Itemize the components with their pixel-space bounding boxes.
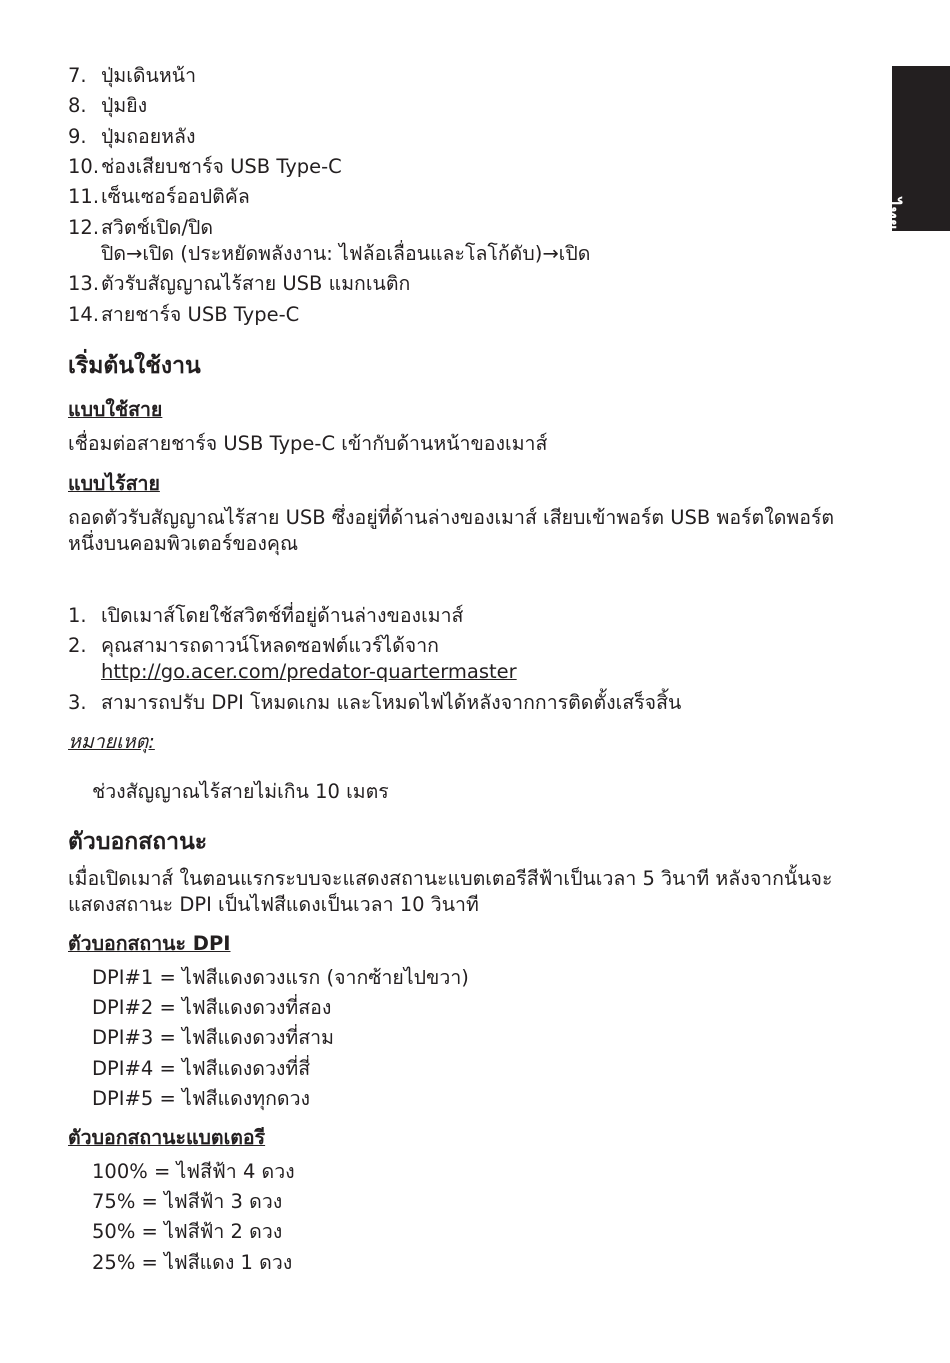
step-item: 1. เปิดเมาส์โดยใช้สวิตช์ที่อยู่ด้านล่างของเมาส์: [68, 604, 464, 627]
list-item: 12. สวิตช์เปิด/ปิด: [68, 216, 214, 239]
note-label: หมายเหตุ:: [68, 730, 155, 753]
section-heading-getting-started: เริ่มต้นใช้งาน: [68, 353, 201, 379]
wireless-text-line-1: ถอดตัวรับสัญญาณไร้สาย USB ซึ่งอยู่ที่ด้านล่างของเมาส์ เสียบเข้าพอร์ต USB พอร์ตใดพอร์ต: [68, 506, 835, 529]
language-tab-label: ไทย: [881, 198, 902, 230]
step-item: 3. สามารถปรับ DPI โหมดเกม และโหมดไฟได้หลังจากการติดตั้งเสร็จสิ้น: [68, 691, 682, 714]
wired-text: เชื่อมต่อสายชาร์จ USB Type-C เข้ากับด้านหน้าของเมาส์: [68, 432, 548, 455]
subheading-wired: แบบใช้สาย: [68, 398, 163, 421]
subheading-battery: ตัวบอกสถานะแบตเตอรี: [68, 1126, 266, 1149]
list-item: 13. ตัวรับสัญญาณไร้สาย USB แมกเนติก: [68, 272, 411, 295]
list-item: 10. ช่องเสียบชาร์จ USB Type-C: [68, 155, 342, 178]
status-text-line-2: แสดงสถานะ DPI เป็นไฟสีแดงเป็นเวลา 10 วินาที: [68, 893, 479, 916]
dpi-item: DPI#1 = ไฟสีแดงดวงแรก (จากซ้ายไปขวา): [92, 966, 469, 989]
download-link[interactable]: http://go.acer.com/predator-quartermaster: [101, 660, 517, 683]
subheading-wireless: แบบไร้สาย: [68, 472, 160, 495]
section-heading-status: ตัวบอกสถานะ: [68, 829, 208, 855]
list-item: 7. ปุ่มเดินหน้า: [68, 64, 197, 87]
list-item-continuation: ปิด→เปิด (ประหยัดพลังงาน: ไฟล้อเลื่อนและโลโก้ดับ)→เปิด: [101, 242, 591, 265]
dpi-item: DPI#4 = ไฟสีแดงดวงที่สี่: [92, 1057, 311, 1080]
list-item: 11. เซ็นเซอร์ออปติคัล: [68, 185, 250, 208]
step-item: 2. คุณสามารถดาวน์โหลดซอฟต์แวร์ได้จาก: [68, 634, 439, 657]
list-item: 8. ปุ่มยิง: [68, 94, 148, 117]
status-text-line-1: เมื่อเปิดเมาส์ ในตอนแรกระบบจะแสดงสถานะแบตเตอรีสีฟ้าเป็นเวลา 5 วินาที หลังจากนั้นจะ: [68, 867, 833, 890]
dpi-item: DPI#5 = ไฟสีแดงทุกดวง: [92, 1087, 311, 1110]
wireless-text-line-2: หนึ่งบนคอมพิวเตอร์ของคุณ: [68, 532, 299, 555]
language-tab[interactable]: [881, 66, 950, 231]
dpi-item: DPI#2 = ไฟสีแดงดวงที่สอง: [92, 996, 332, 1019]
battery-item: 75% = ไฟสีฟ้า 3 ดวง: [92, 1190, 283, 1213]
battery-item: 50% = ไฟสีฟ้า 2 ดวง: [92, 1220, 283, 1243]
battery-item: 25% = ไฟสีแดง 1 ดวง: [92, 1251, 293, 1274]
list-item: 9. ปุ่มถอยหลัง: [68, 125, 196, 148]
battery-item: 100% = ไฟสีฟ้า 4 ดวง: [92, 1160, 295, 1183]
list-item: 14. สายชาร์จ USB Type-C: [68, 303, 300, 326]
dpi-item: DPI#3 = ไฟสีแดงดวงที่สาม: [92, 1026, 334, 1049]
download-link-line: [101, 659, 517, 685]
note-text: ช่วงสัญญาณไร้สายไม่เกิน 10 เมตร: [92, 780, 389, 803]
subheading-dpi: ตัวบอกสถานะ DPI: [68, 932, 231, 955]
